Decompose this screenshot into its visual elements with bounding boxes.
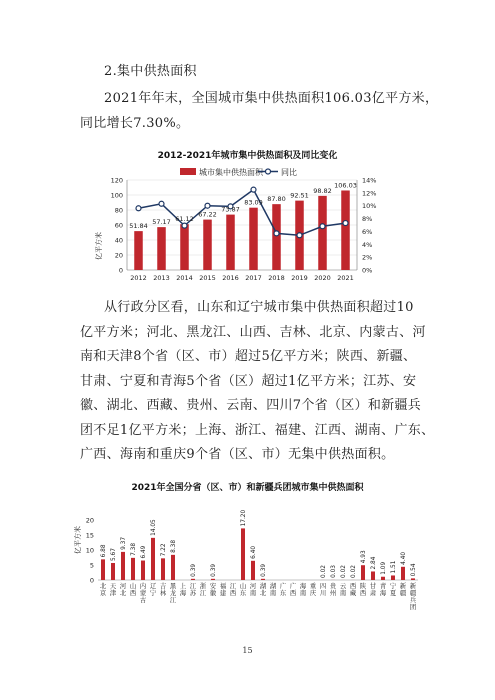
y2-tick-label: 8% (362, 215, 373, 224)
x-tick-label: 河南 (249, 583, 257, 597)
bar (211, 579, 215, 580)
x-tick-label: 内蒙古 (139, 583, 147, 604)
bar (157, 227, 166, 270)
y-tick-label: 0 (118, 266, 123, 275)
page-number: 15 (242, 646, 253, 655)
paragraph-2-line: 徽、湖北、西藏、贵州、云南、四川7个省（区）和新疆兵 (80, 398, 422, 413)
data-label: 9.37 (121, 536, 128, 550)
x-tick-label: 上海 (179, 583, 187, 597)
x-tick-label: 2015 (199, 274, 216, 282)
x-tick-label: 天津 (109, 583, 117, 597)
bar (131, 558, 135, 580)
y-tick-label: 60 (114, 221, 123, 230)
bar (272, 204, 281, 270)
data-label: 2.84 (371, 556, 378, 570)
bar (121, 552, 125, 580)
y2-tick-label: 6% (362, 227, 373, 236)
legend-bar-swatch (180, 168, 196, 175)
paragraph-2-line: 甘肃、宁夏和青海5个省（区）超过1亿平方米；江苏、安 (80, 373, 417, 389)
data-label: 0.39 (261, 563, 268, 577)
data-label: 67.22 (198, 210, 217, 219)
bar (391, 575, 395, 580)
data-label: 0.03 (331, 564, 338, 578)
x-tick-label: 辽宁 (149, 583, 157, 597)
chart1-figure (0, 160, 495, 300)
data-label: 8.38 (171, 539, 178, 553)
paragraph-1 (80, 87, 460, 136)
y2-tick-label: 10% (362, 202, 377, 211)
bar (381, 577, 385, 580)
data-label: 0.39 (191, 563, 198, 577)
x-tick-label: 青海 (379, 583, 387, 597)
paragraph-2 (80, 296, 460, 468)
y2-tick-label: 2% (362, 253, 373, 262)
x-tick-label: 2018 (268, 274, 285, 282)
x-tick-label: 海南 (299, 583, 307, 597)
paragraph-1-line: 2021年年末，全国城市集中供热面积106.03亿平方米， (104, 91, 439, 106)
data-label: 57.17 (152, 218, 171, 227)
line-point (182, 223, 187, 228)
bar (318, 196, 327, 270)
bar (171, 555, 175, 580)
x-tick-label: 湖北 (259, 583, 267, 597)
bar (161, 558, 165, 580)
x-tick-label: 新疆兵团 (409, 583, 417, 611)
y-tick-label: 20 (114, 251, 123, 260)
y-tick-label: 0 (89, 576, 94, 585)
chart2-figure (0, 492, 495, 632)
data-label: 0.02 (341, 565, 348, 578)
bar (180, 224, 189, 270)
paragraph-2-line: 亿平方米；河北、黑龙江、山西、吉林、北京、内蒙古、河 (80, 324, 426, 340)
x-tick-label: 吉林 (159, 583, 167, 597)
data-label: 7.22 (161, 543, 168, 557)
chart2-ylabel: 亿平方米 (74, 526, 82, 554)
x-tick-label: 甘肃 (369, 583, 377, 597)
x-tick-label: 北京 (99, 583, 107, 597)
bar (141, 561, 145, 580)
bar (249, 208, 258, 270)
y-tick-label: 120 (110, 176, 123, 185)
paragraph-1-line: 同比增长7.30%。 (80, 115, 190, 131)
x-tick-label: 重庆 (309, 583, 317, 597)
x-tick-label: 2020 (314, 274, 331, 282)
bar (191, 579, 195, 580)
bar (251, 561, 255, 580)
x-tick-label: 广东 (279, 583, 287, 597)
legend-line-marker (266, 169, 271, 174)
x-tick-label: 2013 (153, 274, 170, 282)
paragraph-2-line: 团不足1亿平方米；上海、浙江、福建、江西、湖南、广东、 (80, 422, 435, 438)
y2-tick-label: 0% (362, 266, 373, 275)
line-point (343, 221, 348, 226)
line-point (159, 201, 164, 206)
line-point (274, 231, 279, 236)
chart2-title: 2021年全国分省（区、市）和新疆兵团城市集中供热面积 (131, 483, 364, 493)
x-tick-label: 2014 (176, 274, 193, 282)
x-tick-label: 2017 (245, 274, 262, 282)
data-label: 6.49 (141, 545, 148, 559)
data-label: 6.40 (251, 545, 258, 559)
line-point (136, 206, 141, 211)
bar (134, 231, 143, 270)
data-label: 0.02 (321, 565, 328, 578)
bar (151, 538, 155, 580)
x-tick-label: 2016 (222, 274, 239, 282)
x-tick-label: 山东 (239, 583, 247, 597)
y2-tick-label: 4% (362, 240, 373, 249)
x-tick-label: 云南 (339, 583, 347, 597)
paragraph-2-line: 南和天津8个省（区、市）超过5亿平方米；陕西、新疆、 (80, 349, 417, 364)
data-label: 7.38 (131, 542, 138, 556)
series-line (139, 190, 346, 236)
x-tick-label: 贵州 (329, 583, 337, 597)
y2-tick-label: 12% (362, 189, 377, 198)
x-tick-label: 西藏 (349, 583, 357, 597)
data-label: 73.87 (221, 205, 240, 214)
data-label: 0.39 (211, 563, 218, 577)
data-label: 51.84 (129, 222, 148, 231)
x-tick-label: 安徽 (209, 583, 217, 597)
data-label: 0.02 (351, 565, 358, 578)
data-label: 4.40 (401, 551, 408, 565)
bar (101, 559, 105, 580)
line-point (251, 187, 256, 192)
y-tick-label: 10 (85, 546, 94, 555)
chart1-ylabel: 亿平方米 (95, 232, 103, 260)
y2-tick-label: 14% (362, 176, 377, 185)
section-heading: 2.集中供热面积 (104, 64, 197, 79)
legend-bar-label: 城市集中供热面积 (199, 168, 263, 177)
data-label: 87.80 (267, 195, 286, 204)
data-label: 92.51 (290, 191, 309, 200)
bar (261, 579, 265, 580)
x-tick-label: 黑龙江 (169, 583, 177, 604)
data-label: 6.88 (101, 544, 108, 558)
bar (401, 567, 405, 580)
x-tick-label: 新疆 (399, 583, 407, 597)
line-point (320, 224, 325, 229)
bar (361, 565, 365, 580)
bar (411, 578, 415, 580)
line-point (205, 203, 210, 208)
y-tick-label: 20 (85, 516, 94, 525)
data-label: 61.12 (175, 215, 194, 224)
x-tick-label: 2012 (130, 274, 147, 282)
y-tick-label: 40 (114, 236, 123, 245)
y-tick-label: 80 (114, 206, 123, 215)
data-label: 17.20 (241, 509, 248, 527)
x-tick-label: 陕西 (359, 583, 367, 597)
data-label: 1.09 (381, 561, 388, 575)
data-label: 83.09 (244, 198, 263, 207)
y-tick-label: 15 (85, 531, 94, 540)
x-tick-label: 湖南 (269, 583, 277, 597)
data-label: 98.82 (313, 186, 332, 195)
data-label: 5.67 (111, 548, 118, 561)
data-label: 1.51 (391, 560, 398, 574)
bar (203, 220, 212, 270)
bar (226, 215, 235, 270)
x-tick-label: 宁夏 (389, 583, 397, 597)
line-point (297, 233, 302, 238)
bar (371, 571, 375, 580)
data-label: 106.03 (334, 181, 357, 190)
x-tick-label: 2021 (337, 274, 354, 282)
x-tick-label: 江苏 (189, 583, 197, 597)
data-label: 4.93 (361, 550, 368, 564)
x-tick-label: 浙江 (199, 583, 207, 597)
bar (241, 528, 245, 580)
y-tick-label: 5 (89, 561, 94, 570)
paragraph-2-line: 从行政分区看，山东和辽宁城市集中供热面积超过10 (104, 300, 414, 315)
bar (341, 190, 350, 270)
bar (111, 563, 115, 580)
x-tick-label: 山西 (129, 583, 137, 597)
x-tick-label: 四川 (319, 583, 327, 597)
data-label: 0.54 (411, 563, 418, 577)
paragraph-2-line: 广西、海南和重庆9个省（区、市）无集中供热面积。 (80, 447, 395, 462)
x-tick-label: 河北 (119, 583, 127, 597)
x-tick-label: 江西 (229, 583, 237, 597)
x-tick-label: 广西 (289, 583, 297, 597)
legend-line-label: 同比 (281, 168, 297, 177)
y-tick-label: 100 (110, 191, 123, 200)
data-label: 14.05 (151, 519, 158, 536)
chart1-title: 2012-2021年城市集中供热面积及同比变化 (157, 151, 338, 161)
x-tick-label: 2019 (291, 274, 308, 282)
x-tick-label: 福建 (219, 583, 227, 597)
